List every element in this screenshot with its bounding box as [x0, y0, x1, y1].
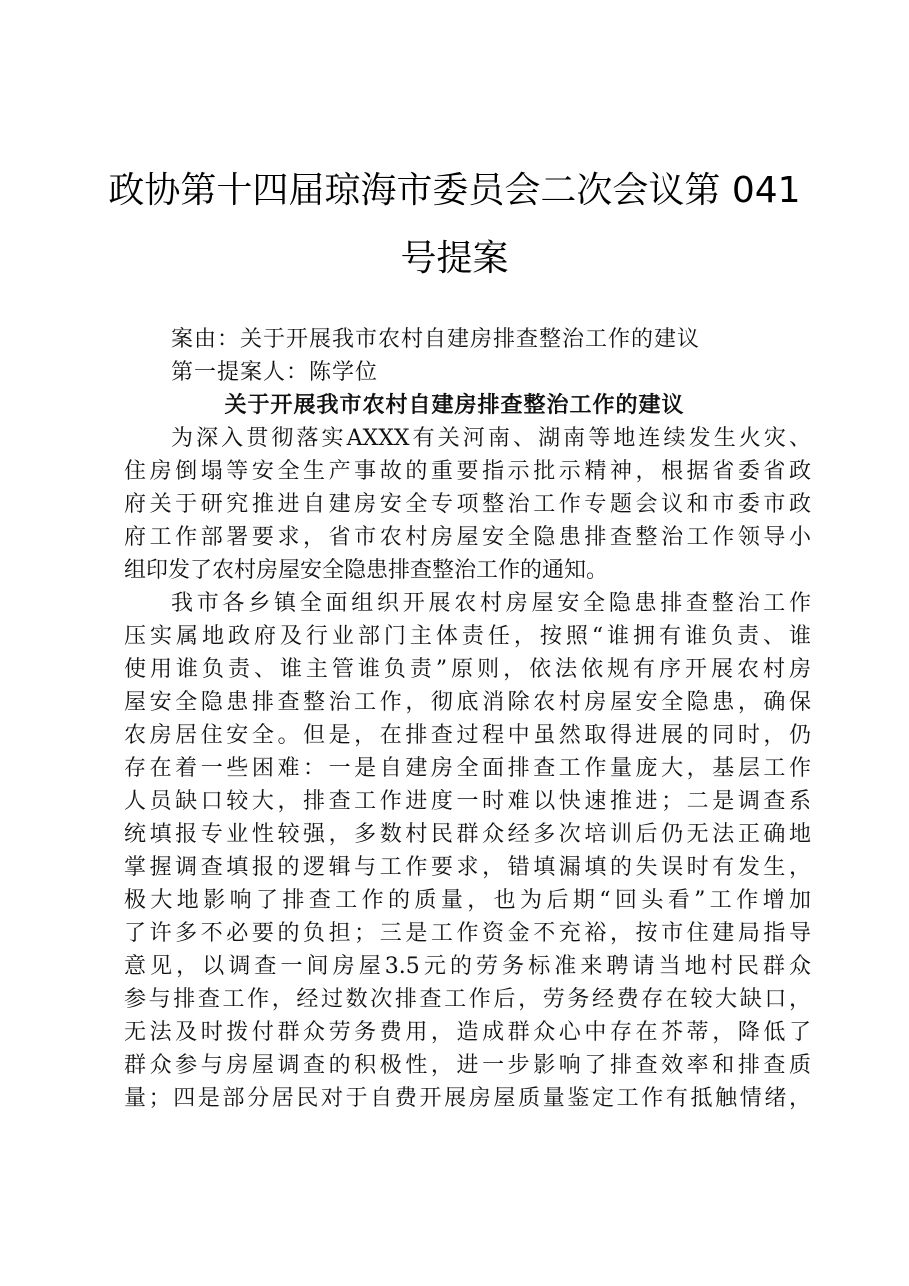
first-proposer: 第一提案人：陈学位: [171, 360, 379, 385]
paragraph-1-line: 府关于研究推进自建房安全专项整治工作专题会议和市委市政: [124, 492, 811, 517]
paragraph-1-line: 住房倒塌等安全生产事故的重要指示批示精神，根据省委省政: [124, 459, 811, 484]
paragraph-2-line: 压实属地政府及行业部门主体责任，按照“谁拥有谁负责、谁: [124, 624, 811, 649]
paragraph-2-line: 了许多不必要的负担；三是工作资金不充裕，按市住建局指导: [124, 921, 811, 946]
proposal-subtitle: 关于开展我市农村自建房排查整治工作的建议: [224, 392, 685, 418]
paragraph-2-line: 农房居住安全。但是，在排查过程中虽然取得进展的同时，仍: [124, 723, 811, 748]
paragraph-2-line: 屋安全隐患排查整治工作，彻底消除农村房屋安全隐患，确保: [124, 690, 811, 715]
proposal-reason: 案由：关于开展我市农村自建房排查整治工作的建议: [171, 327, 701, 352]
paragraph-2-line: 意见，以调查一间房屋3.5元的劳务标准来聘请当地村民群众: [124, 954, 811, 979]
document-title-line-2: 号提案: [400, 238, 509, 279]
paragraph-1-line: 府工作部署要求，省市农村房屋安全隐患排查整治工作领导小: [124, 525, 811, 550]
paragraph-2-line: 我市各乡镇全面组织开展农村房屋安全隐患排查整治工作: [171, 591, 811, 616]
paragraph-2-line: 存在着一些困难：一是自建房全面排查工作量庞大，基层工作: [124, 756, 811, 781]
paragraph-2-line: 人员缺口较大，排查工作进度一时难以快速推进；二是调查系: [124, 789, 811, 814]
paragraph-2-line: 极大地影响了排查工作的质量，也为后期“回头看”工作增加: [124, 888, 811, 913]
paragraph-1-line: 为深入贯彻落实AXXX有关河南、湖南等地连续发生火灾、: [171, 426, 811, 451]
paragraph-2-line: 无法及时拨付群众劳务费用，造成群众心中存在芥蒂，降低了: [124, 1020, 811, 1045]
paragraph-2-line: 参与排查工作，经过数次排查工作后，劳务经费存在较大缺口，: [124, 987, 811, 1012]
paragraph-2-line: 掌握调查填报的逻辑与工作要求，错填漏填的失误时有发生，: [124, 855, 811, 880]
paragraph-2-line: 量；四是部分居民对于自费开展房屋质量鉴定工作有抵触情绪，: [124, 1086, 811, 1111]
paragraph-2-line: 统填报专业性较强，多数村民群众经多次培训后仍无法正确地: [124, 822, 811, 847]
paragraph-2-line: 使用谁负责、谁主管谁负责”原则，依法依规有序开展农村房: [124, 657, 811, 682]
paragraph-2-line: 群众参与房屋调查的积极性，进一步影响了排查效率和排查质: [124, 1053, 811, 1078]
paragraph-1-line: 组印发了农村房屋安全隐患排查整治工作的通知。: [124, 558, 609, 583]
document-title-line-1: 政协第十四届琼海市委员会二次会议第 041: [108, 170, 801, 211]
